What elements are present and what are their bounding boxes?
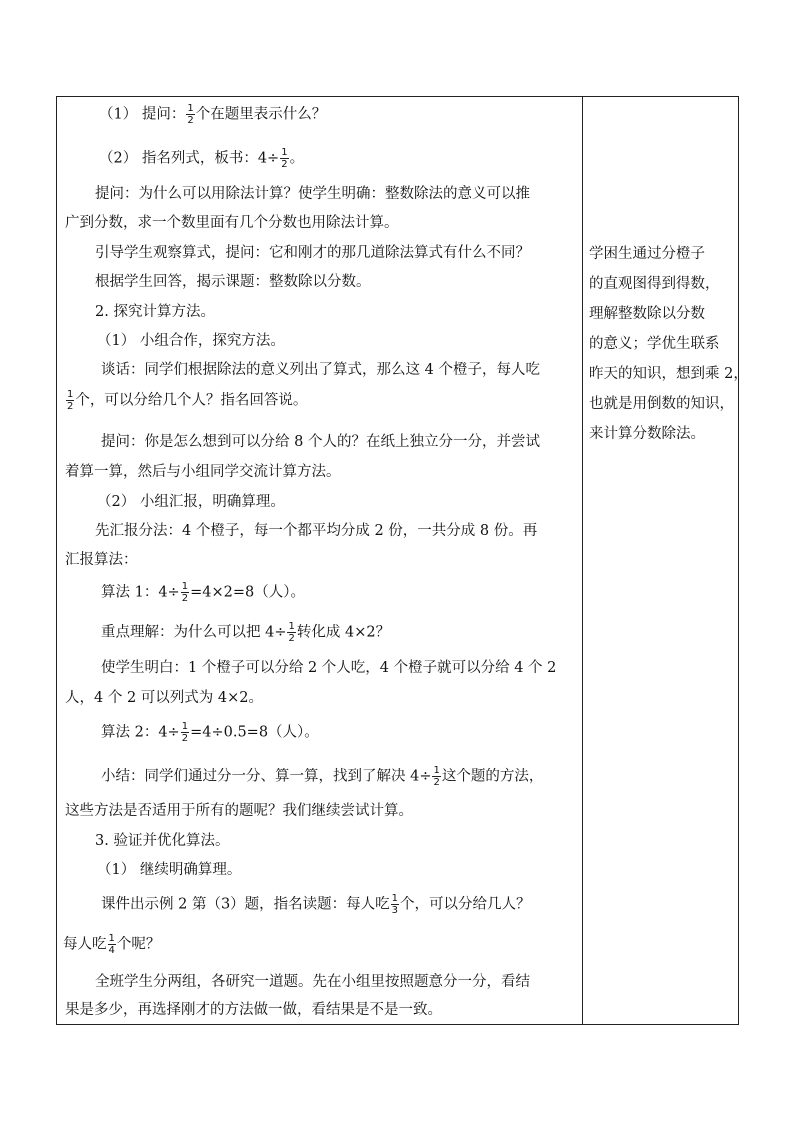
text-line: 广到分数，求一个数里面有几个分数也用除法计算。 xyxy=(65,215,399,231)
note-line: 学困生通过分橙子 xyxy=(589,246,705,262)
text-line: （2） 小组汇报，明确算理。 xyxy=(97,494,285,510)
text-line: 提问：为什么可以用除法计算？使学生明确：整数除法的意义可以推 xyxy=(95,186,530,202)
text-line: （2） 指名列式，板书：4÷ $\frac{1}{2}$ 。 xyxy=(99,147,305,170)
fraction: $\frac{1}{3}$ xyxy=(391,893,399,916)
fraction: $\frac{1}{2}$ xyxy=(181,581,189,604)
text-line: 这些方法是否适用于所有的题呢？我们继续尝试计算。 xyxy=(65,803,413,819)
fraction: $\frac{1}{2}$ xyxy=(288,621,295,644)
text-line: 谈话：同学们根据除法的意义列出了算式，那么这 4 个橙子，每人吃 xyxy=(101,362,540,378)
note-line: 的直观图得到得数， xyxy=(589,276,720,292)
text-line: 算法 2：4÷ $\frac{1}{2}$ =4÷0.5=8（人）。 xyxy=(101,721,319,744)
text-line: 全班学生分两组，各研究一道题。先在小组里按照题意分一分，看结 xyxy=(95,974,530,990)
note-line: 的意义；学优生联系 xyxy=(589,336,720,352)
text-line: （1） 提问： $\frac{1}{2}$ 个在题里表示什么？ xyxy=(99,103,327,126)
fraction: $\frac{1}{2}$ xyxy=(433,765,440,788)
teaching-process-cell xyxy=(57,97,582,1024)
text-line: $\frac{1}{2}$ 个，可以分给几个人？指名回答说。 xyxy=(67,389,308,412)
text-line: 着算一算，然后与小组同学交流计算方法。 xyxy=(65,464,341,480)
text-line: 小结：同学们通过分一分、算一算，找到了解决 4÷ $\frac{1}{2}$ 这个题的方法， xyxy=(101,765,544,788)
text-line: 提问：你是怎么想到可以分给 8 个人的？在纸上独立分一分，并尝试 xyxy=(101,434,540,450)
text-line: 使学生明白：1 个橙子可以分给 2 个人吃，4 个橙子就可以分给 4 个 2 xyxy=(101,660,557,676)
text-line: 先汇报分法：4 个橙子，每一个都平均分成 2 份，一共分成 8 份。再 xyxy=(95,523,538,539)
note-line: 理解整数除以分数 xyxy=(589,306,705,322)
note-line: 昨天的知识，想到乘 2， xyxy=(589,366,748,382)
fraction: $\frac{1}{2}$ xyxy=(281,147,288,170)
text-line: 2. 探究计算方法。 xyxy=(95,304,215,320)
note-line: 来计算分数除法。 xyxy=(589,426,705,442)
text-line: 根据学生回答，揭示课题：整数除以分数。 xyxy=(95,274,371,290)
fraction: $\frac{1}{2}$ xyxy=(181,721,189,744)
text-line: 算法 1：4÷ $\frac{1}{2}$ =4×2=8（人）。 xyxy=(101,581,305,604)
note-line: 也就是用倒数的知识， xyxy=(589,396,734,412)
text-line: 人，4 个 2 可以列式为 4×2。 xyxy=(65,690,263,706)
fraction: $\frac{1}{4}$ xyxy=(108,933,115,956)
fraction: $\frac{1}{2}$ xyxy=(187,103,194,126)
text-line: 每人吃 $\frac{1}{4}$ 个呢？ xyxy=(63,933,161,956)
text-line: 引导学生观察算式，提问：它和刚才的那几道除法算式有什么不同？ xyxy=(95,245,530,261)
text-line: 课件出示例 2 第（3）题，指名读题：每人吃 $\frac{1}{3}$ 个，可以分给几人？ xyxy=(101,893,531,916)
text-line: （1） 小组合作，探究方法。 xyxy=(97,333,285,349)
text-line: （1） 继续明确算理。 xyxy=(97,862,242,878)
text-line: 重点理解：为什么可以把 4÷ $\frac{1}{2}$ 转化成 4×2？ xyxy=(101,621,391,644)
text-line: 3. 验证并优化算法。 xyxy=(95,833,230,849)
notes-cell xyxy=(583,97,748,1024)
fraction: $\frac{1}{2}$ xyxy=(67,389,74,412)
text-line: 果是多少，再选择刚才的方法做一做，看结果是不是一致。 xyxy=(65,1002,442,1018)
text-line: 汇报算法： xyxy=(65,552,138,568)
